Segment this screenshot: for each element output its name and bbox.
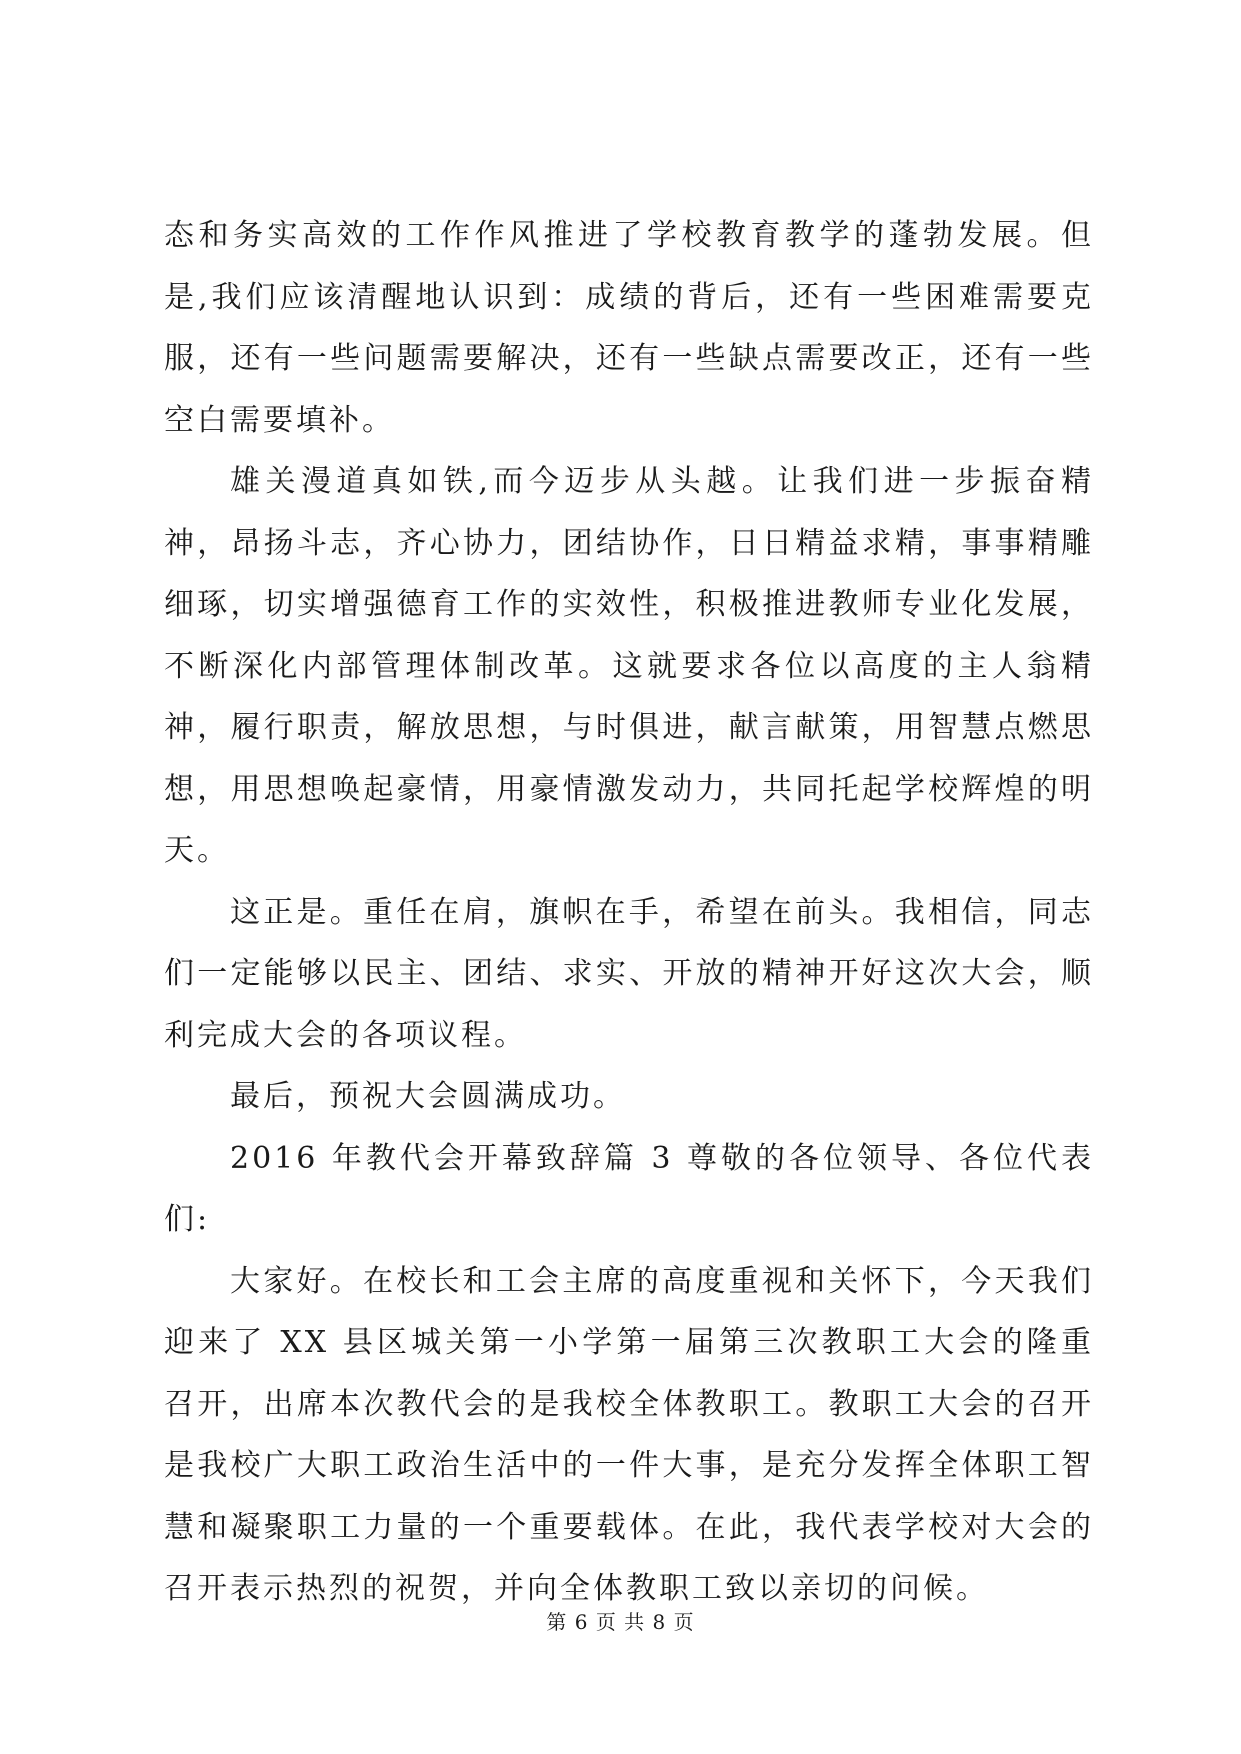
paragraph: 大家好。在校长和工会主席的高度重视和关怀下，今天我们迎来了 XX 县区城关第一小学第一届第三次教职工大会的隆重召开，出席本次教代会的是我校全体教职工。教职工大会的召开是我校广大职工政治生活中的一件大事，是充分发挥全体职工智慧和凝聚职工力量的一个重要载体。在此，我代表学校对大会的召开表示热烈的祝贺，并向全体教职工致以亲切的问候。 [164,1263,1094,1606]
page-number-footer: 第 6 页 共 8 页 [546,1610,695,1634]
paragraph: 雄关漫道真如铁,而今迈步从头越。让我们进一步振奋精神，昂扬斗志，齐心协力，团结协作，日日精益求精，事事精雕细琢，切实增强德育工作的实效性，积极推进教师专业化发展，不断深化内部管理体制改革。这就要求各位以高度的主人翁精神，履行职责，解放思想，与时俱进，献言献策，用智慧点燃思想，用思想唤起豪情，用豪情激发动力，共同托起学校辉煌的明天。 [164,464,1094,868]
paragraph-continuation: 态和务实高效的工作作风推进了学校教育教学的蓬勃发展。但是,我们应该清醒地认识到：成绩的背后，还有一些困难需要克服，还有一些问题需要解决，还有一些缺点需要改正，还有一些空白需要填补。 [164,218,1094,438]
section-heading: 2016 年教代会开幕致辞篇 3 尊敬的各位领导、各位代表们: [164,1140,1094,1237]
paragraph: 最后，预祝大会圆满成功。 [230,1079,626,1114]
paragraph: 这正是。重任在肩，旗帜在手，希望在前头。我相信，同志们一定能够以民主、团结、求实、开放的精神开好这次大会，顺利完成大会的各项议程。 [164,894,1094,1053]
document-body [164,205,1094,1620]
